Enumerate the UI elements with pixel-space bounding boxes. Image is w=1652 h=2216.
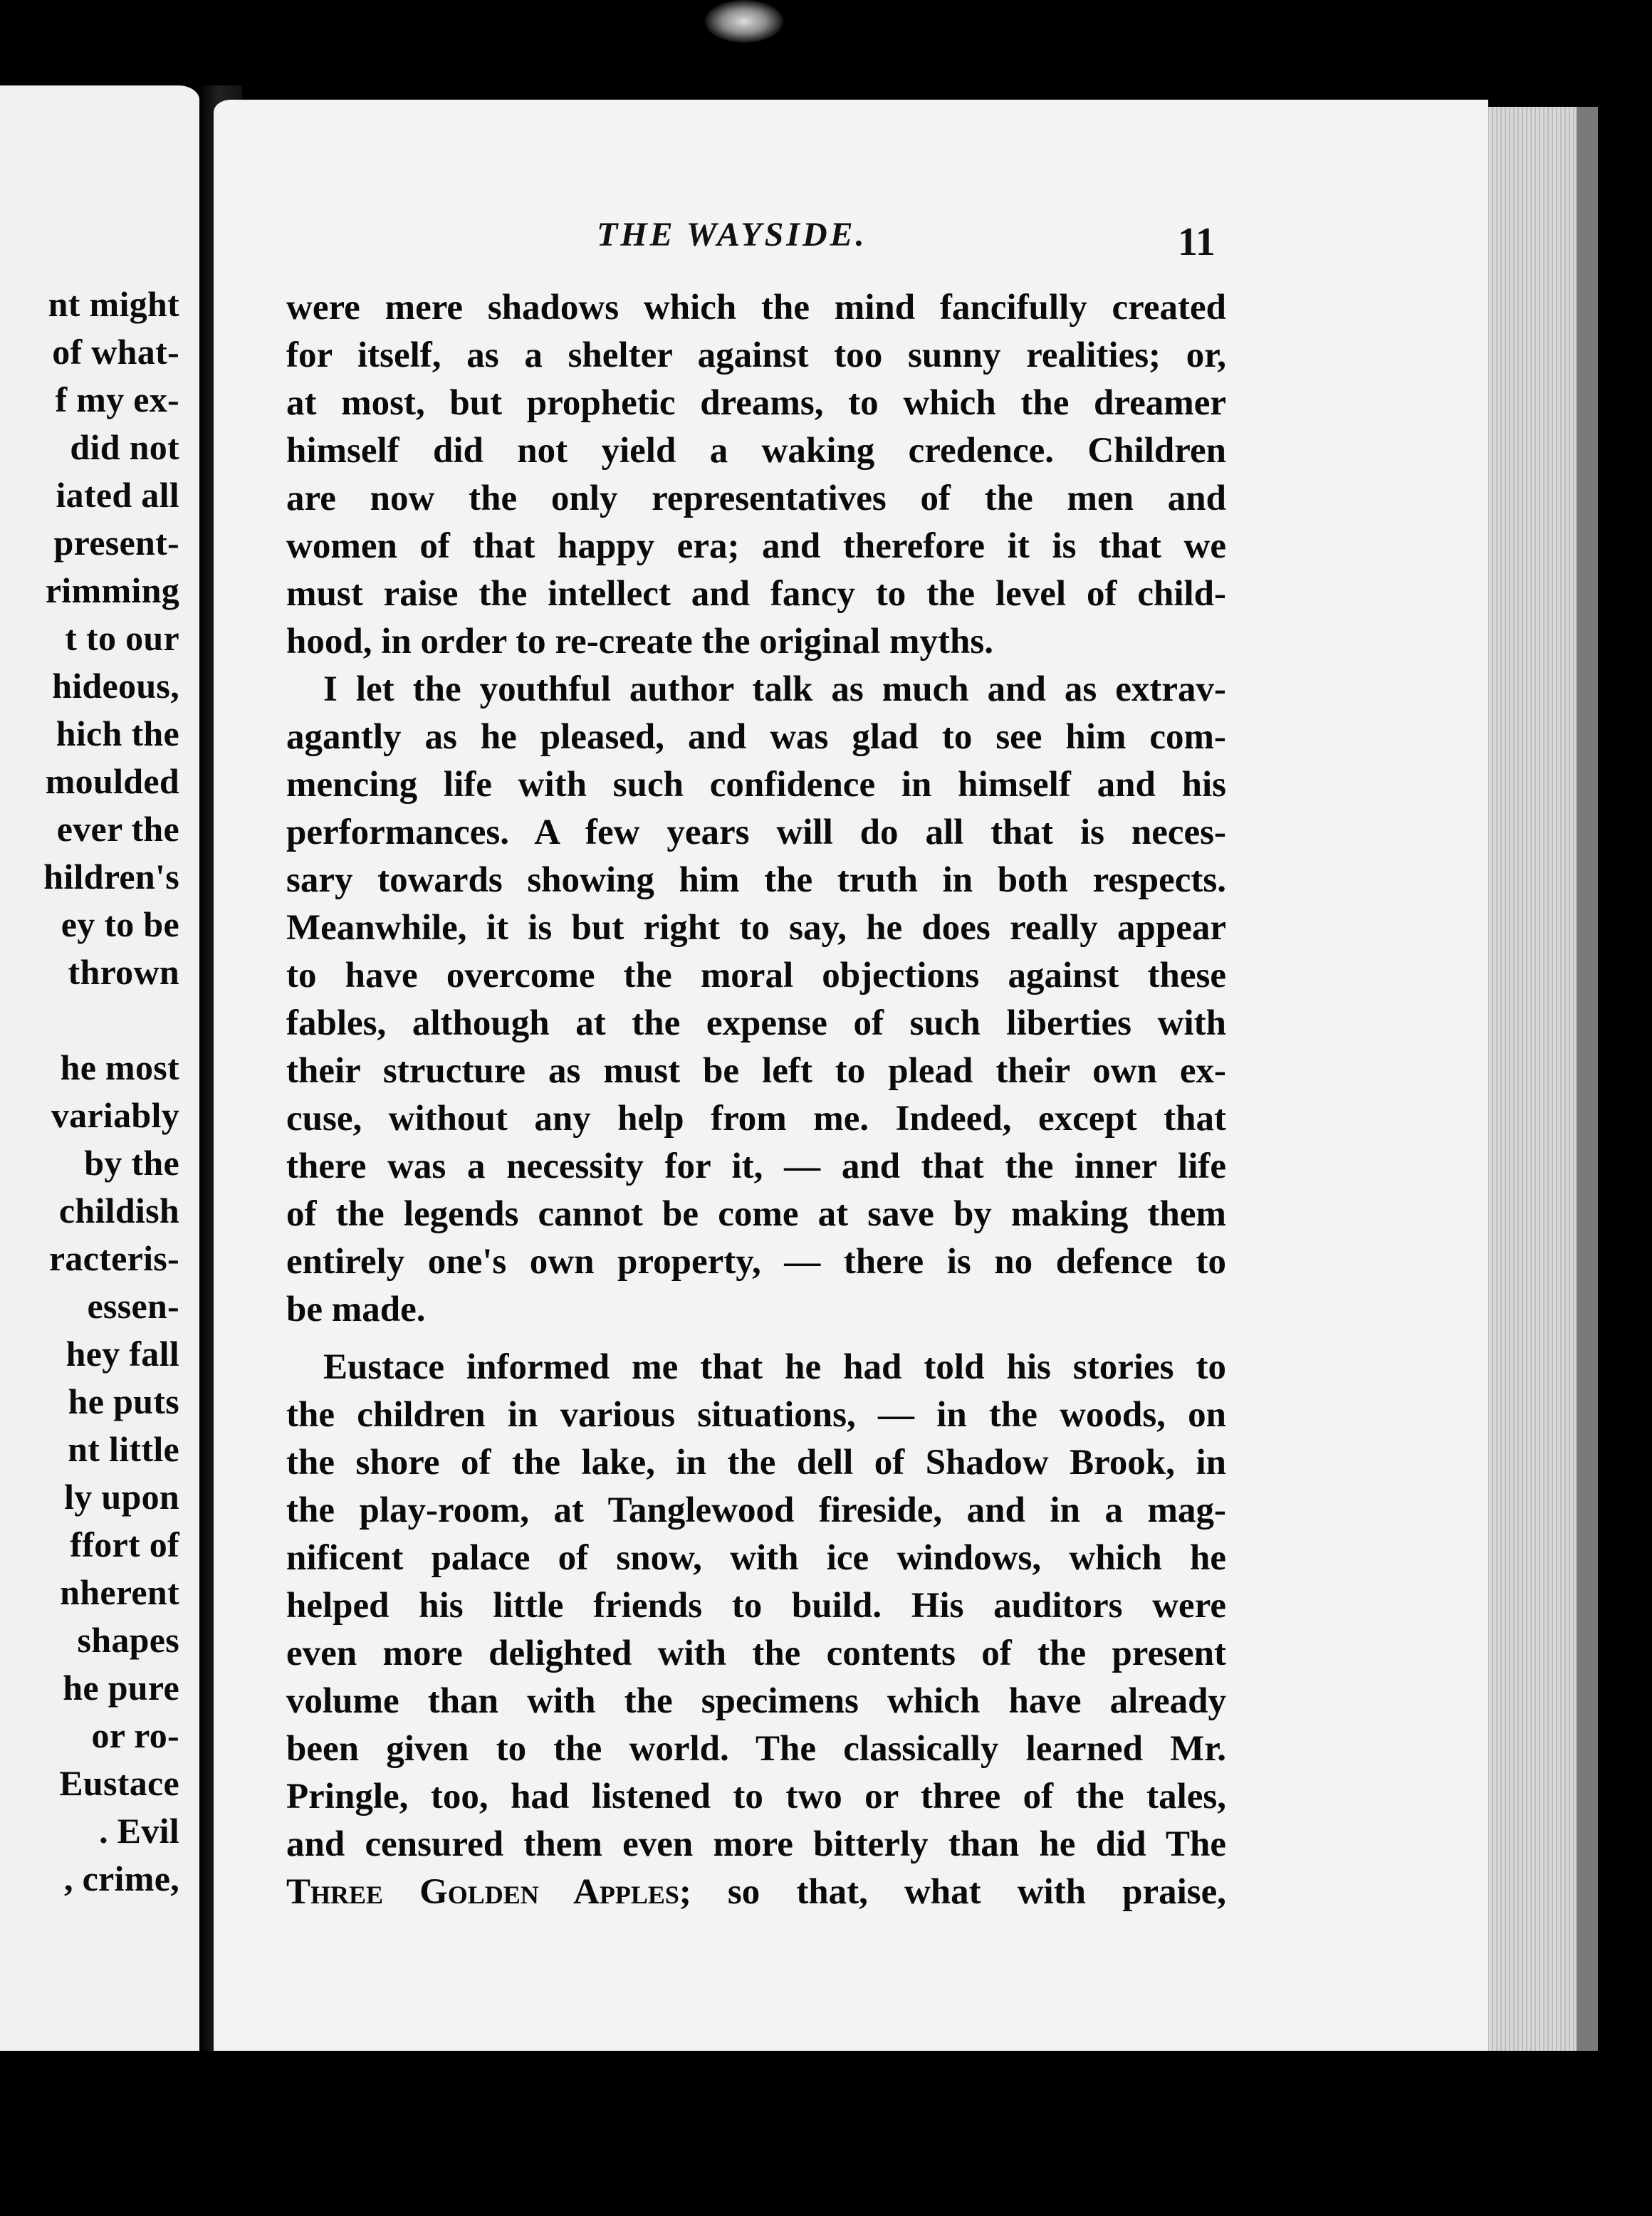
text-line: the shore of the lake, in the dell of Shadow Brook, in xyxy=(286,1443,1226,1483)
page-number: 11 xyxy=(1178,220,1216,264)
left-line: iated all xyxy=(56,475,179,515)
text-line: were mere shadows which the mind fancifully created xyxy=(286,288,1226,328)
left-line: childish xyxy=(58,1191,179,1230)
left-line: hildren's xyxy=(43,857,179,897)
text-line: I let the youthful author talk as much and as extrav- xyxy=(323,669,1226,709)
text-line: for itself, as a shelter against too sunny realities; or, xyxy=(286,335,1226,375)
left-line: hich the xyxy=(56,714,179,753)
text-line: entirely one's own property, — there is no defence to xyxy=(286,1242,1226,1282)
text-line: helped his little friends to build. His auditors were xyxy=(286,1586,1226,1626)
body-text xyxy=(286,286,1226,2031)
text-line: and censured them even more bitterly than he did The xyxy=(286,1824,1226,1864)
left-line: he most xyxy=(60,1047,179,1087)
text-line: Eustace informed me that he had told his stories to xyxy=(323,1347,1226,1387)
left-line: racteris- xyxy=(48,1238,179,1278)
left-line: Eustace xyxy=(59,1763,179,1803)
left-line: nt little xyxy=(68,1429,179,1469)
text-line: fables, although at the expense of such liberties with xyxy=(286,1003,1226,1043)
left-line: hey fall xyxy=(66,1334,179,1374)
left-page xyxy=(0,85,199,2051)
left-line: nt might xyxy=(48,284,179,324)
text-line: at most, but prophetic dreams, to which the dreamer xyxy=(286,383,1226,423)
left-line: nherent xyxy=(60,1572,179,1612)
text-line: there was a necessity for it, — and that the inner life xyxy=(286,1146,1226,1186)
text-line: mencing life with such confidence in himself and his xyxy=(286,765,1226,805)
text-line: Pringle, too, had listened to two or three of the tales, xyxy=(286,1777,1226,1817)
left-line: present- xyxy=(53,523,179,563)
left-line: moulded xyxy=(45,761,179,801)
text-line: hood, in order to re-create the original myths. xyxy=(286,622,993,662)
running-head: THE WAYSIDE. xyxy=(597,216,867,254)
text-line: sary towards showing him the truth in both respects. xyxy=(286,860,1226,900)
ornament xyxy=(705,0,783,43)
left-line: or ro- xyxy=(91,1715,179,1755)
text-line: even more delighted with the contents of the present xyxy=(286,1634,1226,1673)
text-line: been given to the world. The classically learned Mr. xyxy=(286,1729,1226,1769)
left-line: ever the xyxy=(56,809,179,849)
left-line: did not xyxy=(70,427,179,467)
left-line: f my ex- xyxy=(55,380,179,419)
text-line: must raise the intellect and fancy to the level of child- xyxy=(286,574,1226,614)
left-line: by the xyxy=(84,1143,179,1183)
left-line: rimming xyxy=(45,570,179,610)
text-line: the play-room, at Tanglewood fireside, and in a mag- xyxy=(286,1490,1226,1530)
text-line: be made. xyxy=(286,1290,426,1329)
text-line: nificent palace of snow, with ice windows, which he xyxy=(286,1538,1226,1578)
text-line: himself did not yield a waking credence. Children xyxy=(286,431,1226,471)
text-fragment: ; so that, what with praise, xyxy=(679,1872,1226,1912)
text-line: are now the only representatives of the men and xyxy=(286,479,1226,518)
text-line: agantly as he pleased, and was glad to see him com- xyxy=(286,717,1226,757)
text-line: their structure as must be left to plead their own ex- xyxy=(286,1051,1226,1091)
text-line-last xyxy=(286,1871,1226,1913)
text-line: women of that happy era; and therefore it is that we xyxy=(286,526,1226,566)
left-line: ffort of xyxy=(70,1525,179,1564)
left-line: of what- xyxy=(52,332,179,372)
left-line: , crime, xyxy=(63,1859,179,1898)
right-page xyxy=(214,100,1488,2051)
left-line: he pure xyxy=(63,1668,179,1708)
left-line: he puts xyxy=(68,1381,179,1421)
left-line: essen- xyxy=(87,1286,179,1326)
book-title: Three Golden Apples xyxy=(286,1872,679,1912)
left-line: ly upon xyxy=(64,1477,179,1517)
text-line: the children in various situations, — in the woods, on xyxy=(286,1395,1226,1435)
left-line: thrown xyxy=(68,952,179,992)
left-line: t to our xyxy=(65,618,179,658)
left-line: variably xyxy=(51,1095,179,1135)
text-line: cuse, without any help from me. Indeed, except that xyxy=(286,1099,1226,1139)
text-line: of the legends cannot be come at save by making them xyxy=(286,1194,1226,1234)
text-line: performances. A few years will do all that is neces- xyxy=(286,812,1226,852)
left-line: shapes xyxy=(77,1620,179,1660)
left-line: hideous, xyxy=(52,666,179,706)
text-line: volume than with the specimens which have already xyxy=(286,1681,1226,1721)
left-line: ey to be xyxy=(61,904,179,944)
left-line: . Evil xyxy=(99,1811,179,1851)
text-line: Meanwhile, it is but right to say, he does really appear xyxy=(286,908,1226,948)
text-line: to have overcome the moral objections against these xyxy=(286,956,1226,995)
